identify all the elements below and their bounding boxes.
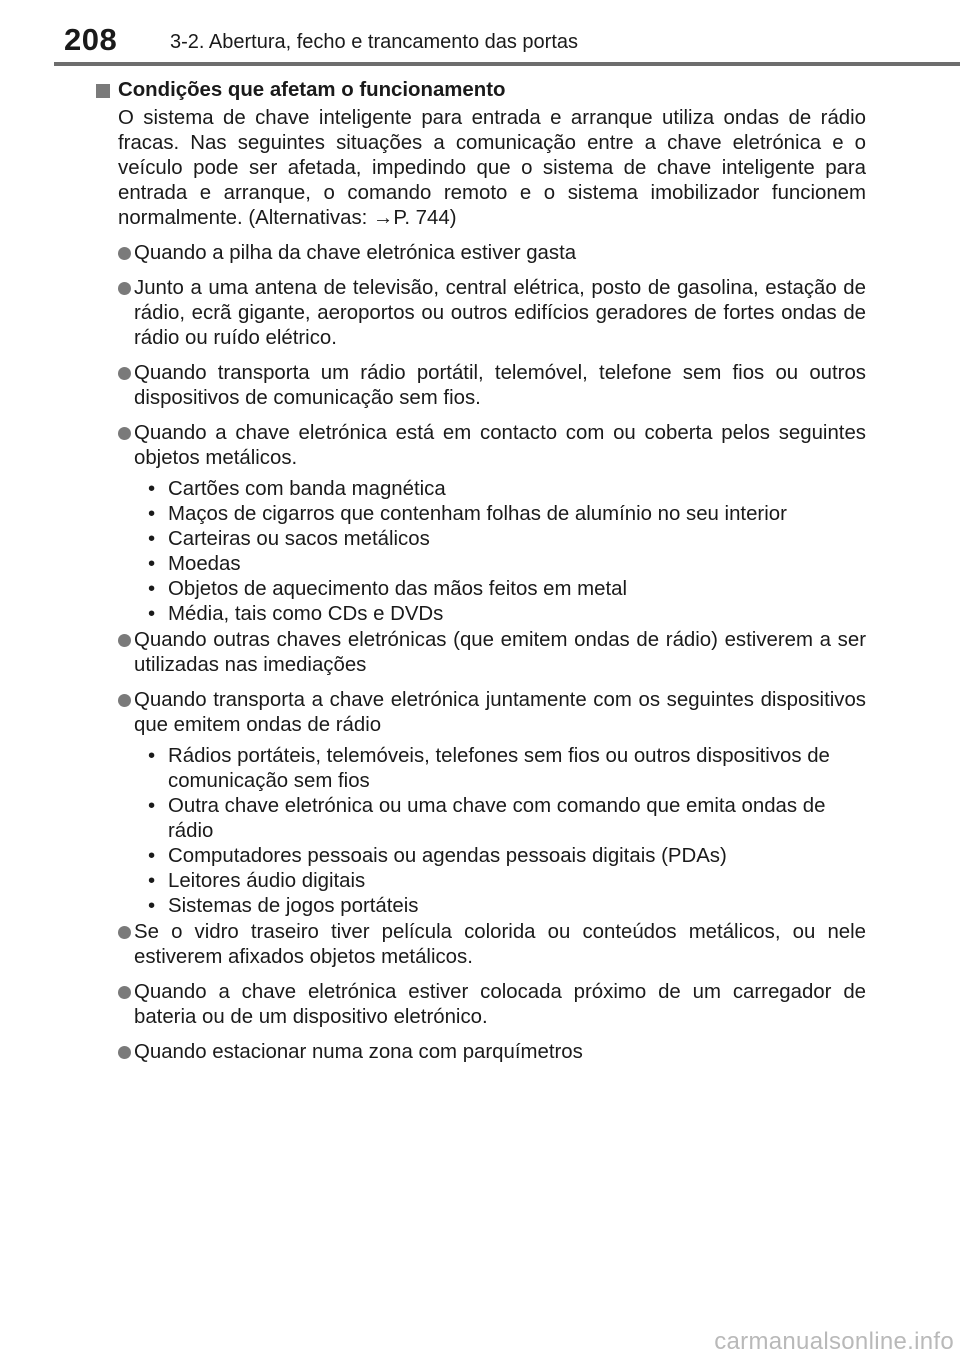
sub-list-item [94,502,866,527]
sub-list-item [94,577,866,602]
sub-list-item [94,869,866,894]
small-bullet-icon: • [148,870,156,892]
watermark: carmanualsonline.info [714,1328,954,1355]
round-bullet-icon [118,1046,131,1059]
round-bullet-icon [118,694,131,707]
sub-list-item [94,552,866,577]
round-bullet-icon [118,282,131,295]
square-bullet-icon [96,84,110,98]
condition-item [94,361,866,411]
condition-item [94,276,866,351]
sub-item-text: Computadores pessoais ou agendas pessoais digitais (PDAs) [168,845,727,867]
small-bullet-icon: • [148,895,156,917]
small-bullet-icon: • [148,745,156,767]
condition-text: Quando outras chaves eletrónicas (que emitem ondas de rádio) estiverem a ser utilizadas nas imediações [134,629,866,676]
section-heading-text: Condições que afetam o funcionamento [118,79,506,101]
sub-item-text: Média, tais como CDs e DVDs [168,603,444,625]
header-divider [54,62,960,66]
condition-item [94,980,866,1030]
small-bullet-icon: • [148,578,156,600]
condition-text: Quando estacionar numa zona com parquímetros [134,1041,583,1063]
sub-item-text: Sistemas de jogos portáteis [168,895,419,917]
sub-list-item [94,477,866,502]
condition-text: Quando a chave eletrónica está em contacto com ou coberta pelos seguintes objetos metálicos. [134,422,866,469]
chapter-title: 3-2. Abertura, fecho e trancamento das portas [170,31,579,53]
round-bullet-icon [118,427,131,440]
condition-text: Quando transporta um rádio portátil, telemóvel, telefone sem fios ou outros dispositivos de comunicação sem fios. [134,362,866,409]
small-bullet-icon: • [148,795,156,817]
sub-list-item [94,794,866,844]
sub-item-text: Leitores áudio digitais [168,870,366,892]
round-bullet-icon [118,926,131,939]
small-bullet-icon: • [148,528,156,550]
condition-item [94,920,866,970]
sub-item-text: Moedas [168,553,241,575]
sub-item-text: Carteiras ou sacos metálicos [168,528,430,550]
page-header [0,0,960,66]
condition-item [94,1040,866,1065]
condition-list [94,241,866,1065]
small-bullet-icon: • [148,603,156,625]
condition-item [94,421,866,471]
sub-list-item [94,527,866,552]
round-bullet-icon [118,247,131,260]
main-content [94,78,866,1075]
round-bullet-icon [118,367,131,380]
small-bullet-icon: • [148,503,156,525]
sub-item-text: Maços de cigarros que contenham folhas de alumínio no seu interior [168,503,787,525]
condition-text: Quando a chave eletrónica estiver colocada próximo de um carregador de bateria ou de um dispositivo eletrónico. [134,981,866,1028]
intro-paragraph: O sistema de chave inteligente para entrada e arranque utiliza ondas de rádio fracas. Nas seguintes situações a comunicação entre a chave eletrónica e o veículo pode ser afetada, impedindo que o sistema de chave inteligente para entrada e arranque, o comando remoto e o sistema imobilizador funcionem normalmente. (Alternativas: →P. 744) [118,107,866,229]
condition-text: Quando a pilha da chave eletrónica estiver gasta [134,242,577,264]
sub-item-text: Cartões com banda magnética [168,478,446,500]
sub-list-item [94,744,866,794]
round-bullet-icon [118,986,131,999]
condition-text: Quando transporta a chave eletrónica juntamente com os seguintes dispositivos que emitem ondas de rádio [134,689,866,736]
section-heading [94,78,866,103]
sub-list [94,744,866,919]
condition-item [94,628,866,678]
sub-item-text: Objetos de aquecimento das mãos feitos em metal [168,578,628,600]
condition-text: Se o vidro traseiro tiver película colorida ou conteúdos metálicos, ou nele estiverem afixados objetos metálicos. [134,921,866,968]
sub-list-item [94,602,866,627]
condition-item [94,688,866,738]
condition-item [94,241,866,266]
round-bullet-icon [118,634,131,647]
condition-text: Junto a uma antena de televisão, central elétrica, posto de gasolina, estação de rádio, ecrã gigante, aeroportos ou outros edifícios geradores de fortes ondas de rádio ou ruído elétrico. [134,277,866,349]
sub-list [94,477,866,627]
sub-item-text: Outra chave eletrónica ou uma chave com comando que emita ondas de rádio [168,795,826,842]
page-number: 208 [64,22,118,57]
small-bullet-icon: • [148,553,156,575]
small-bullet-icon: • [148,478,156,500]
sub-list-item [94,844,866,869]
sub-list-item [94,894,866,919]
sub-item-text: Rádios portáteis, telemóveis, telefones sem fios ou outros dispositivos de comunicação sem fios [168,745,830,792]
small-bullet-icon: • [148,845,156,867]
